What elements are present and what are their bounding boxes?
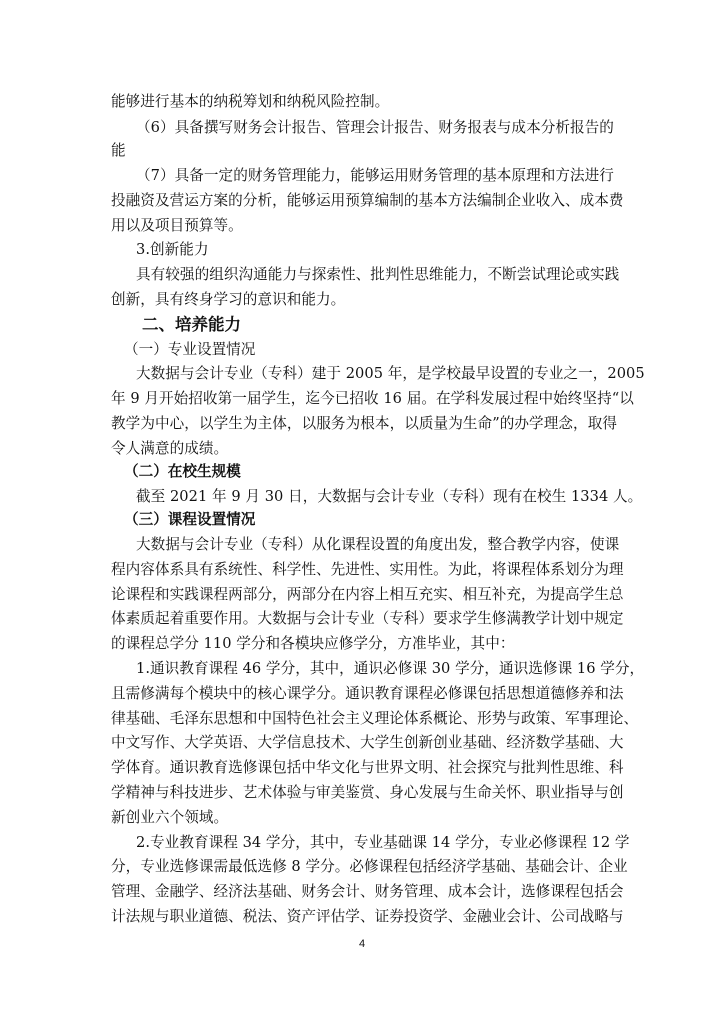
section-heading: 二、培养能力: [142, 315, 241, 334]
text-line: 的课程总学分 110 学分和各模块应修学分，方准毕业，其中：: [111, 635, 515, 652]
text-line: 1.通识教育课程 46 学分，其中，通识必修课 30 学分，通识选修课 16 学分，: [136, 660, 645, 677]
text-line: 学精神与科技进步、艺术体验与审美鉴赏、身心发展与生命关怀、职业指导与创: [111, 784, 624, 801]
text-line: 截至 2021 年 9 月 30 日，大数据与会计专业（专科）现有在校生 1334 人。: [136, 488, 643, 505]
page-number: 4: [358, 938, 366, 950]
section-subheading: 3.创新能力: [136, 241, 209, 258]
text-line: 创新，具有终身学习的意识和能力。: [111, 291, 346, 308]
text-line: 令人满意的成绩。: [111, 440, 229, 457]
subsection-heading: （一）专业设置情况: [124, 341, 256, 358]
text-line: 大数据与会计专业（专科）从化课程设置的角度出发，整合教学内容，使课: [136, 536, 620, 553]
text-line: 年 9 月开始招收第一届学生，迄今已招收 16 届。在学科发展过程中始终坚持“以: [111, 390, 634, 407]
text-line: 具有较强的组织沟通能力与探索性、批判性思维能力，不断尝试理论或实践: [136, 266, 620, 283]
text-line: 能: [111, 142, 126, 159]
text-line: 中文写作、大学英语、大学信息技术、大学生创新创业基础、经济数学基础、大: [111, 734, 624, 751]
text-line: 律基础、毛泽东思想和中国特色社会主义理论体系概论、形势与政策、军事理论、: [111, 710, 639, 727]
text-line: 体素质起着重要作用。大数据与会计专业（专科）要求学生修满教学计划中规定: [111, 610, 624, 627]
text-line: 分，专业选修课需最低选修 8 学分。必修课程包括经济学基础、基础会计、企业: [111, 858, 628, 875]
subsection-heading: （三）课程设置情况: [124, 511, 256, 528]
text-line: 教学为中心，以学生为主体，以服务为根本，以质量为生命”的办学理念，取得: [111, 415, 617, 432]
text-line: 计法规与职业道德、税法、资产评估学、证券投资学、金融业会计、公司战略与: [111, 908, 624, 925]
text-line: 且需修满每个模块中的核心课学分。通识教育课程必修课包括思想道德修养和法: [111, 685, 624, 702]
text-line: 能够进行基本的纳税筹划和纳税风险控制。: [111, 93, 390, 110]
text-line: 管理、金融学、经济法基础、财务会计、财务管理、成本会计，选修课程包括会: [111, 883, 624, 900]
text-line: （7）具备一定的财务管理能力，能够运用财务管理的基本原理和方法进行: [136, 167, 614, 184]
text-line: 大数据与会计专业（专科）建于 2005 年，是学校最早设置的专业之一，2005: [136, 365, 645, 382]
text-line: 新创业六个领域。: [111, 809, 229, 826]
text-line: 投融资及营运方案的分析，能够运用预算编制的基本方法编制企业收入、成本费: [111, 192, 624, 209]
subsection-heading: （二）在校生规模: [124, 463, 241, 480]
text-line: 用以及项目预算等。: [111, 217, 243, 234]
text-line: 学体育。通识教育选修课包括中华文化与世界文明、社会探究与批判性思维、科: [111, 759, 624, 776]
text-line: 程内容体系具有系统性、科学性、先进性、实用性。为此，将课程体系划分为理: [111, 561, 624, 578]
text-line: 论课程和实践课程两部分，两部分在内容上相互充实、相互补充，为提高学生总: [111, 586, 624, 603]
text-line: 2.专业教育课程 34 学分，其中，专业基础课 14 学分，专业必修课程 12 学: [136, 834, 630, 851]
text-line: （6）具备撰写财务会计报告、管理会计报告、财务报表与成本分析报告的: [136, 119, 614, 136]
